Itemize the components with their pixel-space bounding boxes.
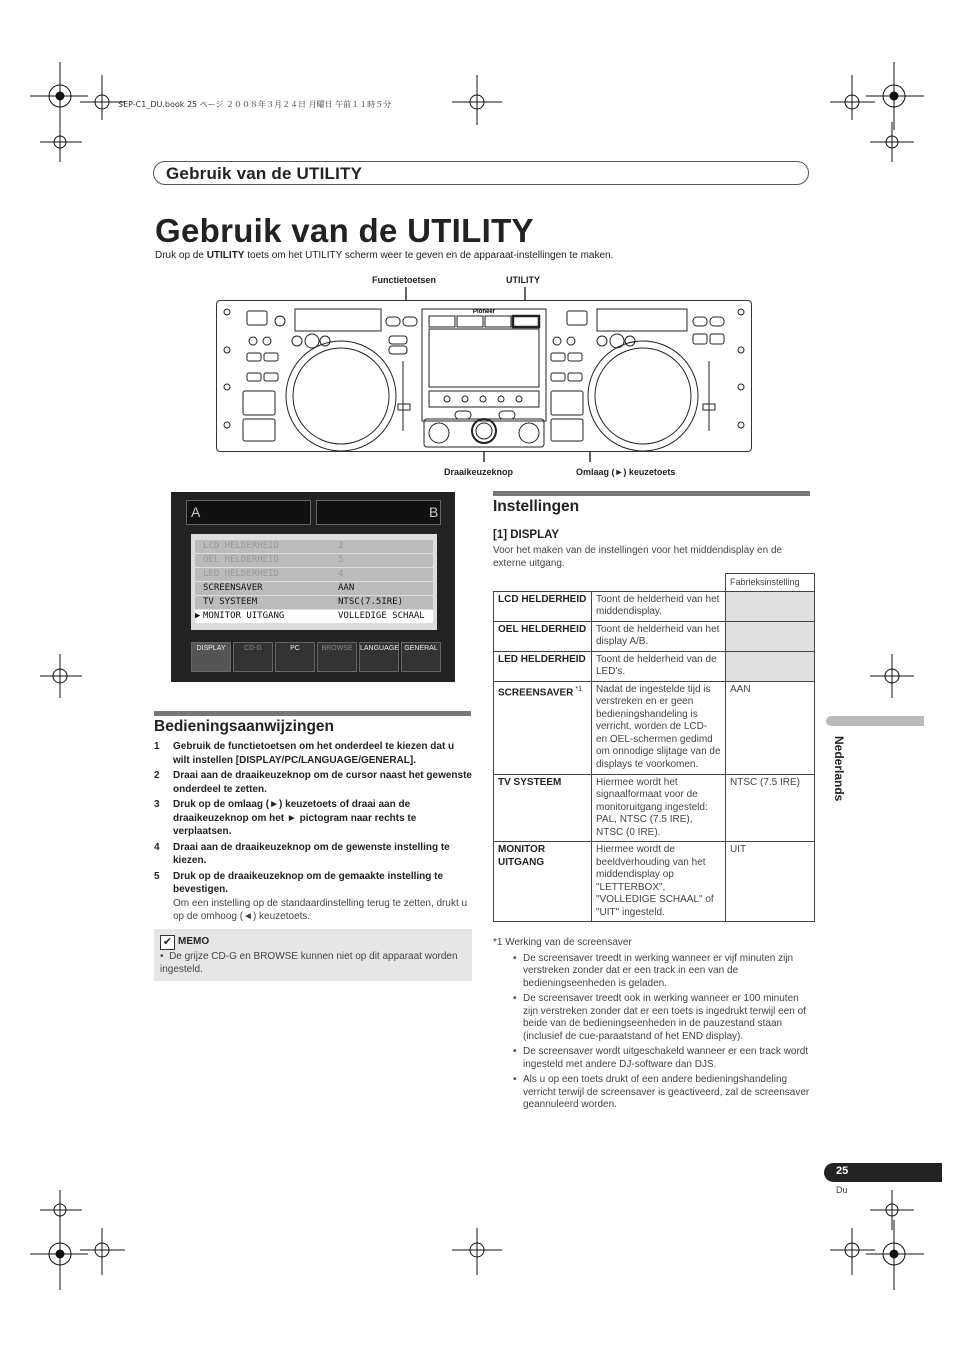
page-language: Du: [836, 1185, 848, 1195]
device-illustration: [216, 300, 752, 452]
setting-description: Hiermee wordt het signaalformaat voor de monitoruitgang ingesteld: PAL, NTSC (7.5 IRE), NTSC (0 IRE).: [592, 774, 726, 842]
screen-tab-label: DISPLAY: [196, 645, 226, 652]
footnote-text: De screensaver treedt in werking wanneer er vijf minuten zijn verstreken zonder dat er een track in een van de bedieningseenheden is geladen.: [523, 952, 794, 989]
screen-tab[interactable]: [401, 642, 441, 672]
page-number-pill: [824, 1163, 942, 1182]
list-item: [493, 993, 811, 1043]
screen-tab-label: GENERAL: [404, 645, 438, 652]
table-row: [494, 774, 815, 842]
setting-name-cell: [494, 681, 592, 774]
list-item: [154, 841, 472, 868]
device-brand: Pioneer: [472, 309, 496, 315]
step-text: Draai aan de draaikeuzeknop om de gewenste instelling te kiezen.: [173, 841, 450, 866]
list-item: [154, 870, 472, 924]
screen-row: [195, 596, 433, 609]
screen-row: [195, 540, 433, 553]
setting-factory: AAN: [726, 681, 815, 774]
screen-row-label: TV SYSTEEM: [203, 597, 258, 607]
step-text: Draai aan de draaikeuzeknop om de cursor naast het gewenste onderdeel te zetten.: [173, 770, 472, 795]
screen-menu: [191, 534, 437, 630]
footnote-text: Als u op een toets drukt of een andere bedieningshandeling verricht terwijl de screensaver is geactiveerd, zal de screensaver geannuleerd worden.: [523, 1074, 810, 1110]
table-row: [494, 621, 815, 651]
settings-table: [493, 573, 815, 922]
callout-draaikeuzeknop: Draaikeuzeknop: [444, 467, 514, 477]
screen-tabs: [191, 642, 441, 674]
table-row: [494, 842, 815, 922]
screen-row-value: 4: [338, 569, 344, 579]
deck-b-label: B: [429, 504, 439, 520]
screen-tab-label: CD-G: [244, 645, 262, 652]
section-rule-right: [493, 491, 810, 496]
callout-functietoetsen: Functietoetsen: [372, 275, 437, 285]
page-number: 25: [836, 1165, 849, 1177]
screen-tab-label: BROWSE: [321, 645, 353, 652]
footnote-title: *1 Werking van de screensaver: [493, 937, 632, 948]
memo-item: • De grijze CD-G en BROWSE kunnen niet op dit apparaat worden ingesteld.: [160, 951, 458, 975]
table-row: [494, 681, 815, 774]
screen-row-label: LED HELDERHEID: [203, 569, 279, 579]
screen-tab[interactable]: [233, 642, 273, 672]
subheading-display: [1] DISPLAY: [493, 529, 560, 541]
step-text: Gebruik de functietoetsen om het onderdeel te kiezen dat u wilt instellen [DISPLAY/PC/LANGUAGE/GENERAL].: [173, 741, 455, 766]
screen-row-value: NTSC(7.5IRE): [338, 597, 404, 607]
side-tab-label: Nederlands: [832, 736, 846, 802]
memo-box: [154, 929, 472, 981]
callout-omlaag: Omlaag (►) keuzetoets: [576, 467, 676, 477]
bullet-icon: •: [513, 1074, 517, 1085]
cursor-icon: [195, 554, 203, 567]
memo-title: MEMO: [178, 936, 210, 947]
screen-tab[interactable]: [191, 642, 231, 672]
step-number: 4: [154, 841, 160, 853]
list-item: [154, 740, 472, 767]
display-intro: Voor het maken van de instellingen voor het middendisplay en de externe uitgang.: [493, 545, 783, 569]
screen-row: [195, 568, 433, 581]
setting-name-cell: [494, 651, 592, 681]
side-tab: [826, 716, 924, 726]
page-title: Gebruik van de UTILITY: [155, 212, 534, 249]
setting-name: MONITOR UITGANG: [498, 844, 546, 868]
cursor-icon: [195, 582, 203, 595]
screen-row-value: VOLLEDIGE SCHAAL: [338, 611, 425, 621]
list-item: [493, 1046, 811, 1071]
table-row: [494, 651, 815, 681]
list-item: [493, 1074, 811, 1112]
bullet-icon: •: [513, 1046, 517, 1057]
screen-tab-label: PC: [290, 645, 300, 652]
setting-name: TV SYSTEEM: [498, 776, 562, 788]
setting-description: Nadat de ingestelde tijd is verstreken en er geen bedieningshandeling is verricht, worden de LCD- en OEL-schermen gedimd om onnodige slijtage van de displays te voorkomen.: [592, 681, 726, 774]
step-text: Druk op de omlaag (►) keuzetoets of draai aan de draaikeuzeknop om het ► pictogram naar rechts te verplaatsen.: [173, 799, 417, 837]
cursor-icon: [195, 568, 203, 581]
footnote-ref: *1: [575, 685, 583, 693]
cursor-icon: [195, 540, 203, 553]
screen-row-label: OEL HELDERHEID: [203, 555, 279, 565]
section-rule-left: [154, 711, 471, 716]
cursor-icon: ▶: [195, 611, 201, 621]
callout-utility: UTILITY: [506, 275, 540, 285]
utility-screen: [171, 492, 455, 682]
screen-tab[interactable]: [275, 642, 315, 672]
print-header: SEP-C1_DU.book 25 ページ ２００８年３月２４日 月曜日 午前１１時５分: [118, 100, 392, 109]
footnote-text: De screensaver wordt uitgeschakeld wanneer er een track wordt ingesteld met andere DJ-software dan DJS.: [523, 1046, 809, 1070]
step-number: 3: [154, 799, 160, 810]
footnote-text: De screensaver treedt ook in werking wanneer er 100 minuten zijn verstreken zonder dat er een toets is ingedrukt terwijl een of beide van de bedieningseenheden in de pauzestand staan (inclusief de cue-paraatstand of het END display).: [523, 993, 806, 1042]
memo-item-text: De grijze CD-G en BROWSE kunnen niet op dit apparaat worden ingesteld.: [160, 951, 458, 975]
heading-bedieningsaanwijzingen: Bedieningsaanwijzingen: [154, 718, 334, 735]
setting-name: OEL HELDERHEID: [498, 623, 587, 635]
setting-factory: [726, 621, 815, 651]
setting-name-cell: [494, 842, 592, 922]
intro-post: toets om het UTILITY scherm weer te geven en de apparaat-instellingen te maken.: [244, 250, 614, 261]
step-number: 1: [154, 741, 160, 752]
screen-row-value: 5: [338, 555, 344, 565]
setting-factory: [726, 651, 815, 681]
screen-row-value: 2: [338, 541, 344, 551]
list-item: [493, 953, 811, 991]
setting-name: LED HELDERHEID: [498, 653, 586, 665]
setting-name: LCD HELDERHEID: [498, 593, 587, 605]
setting-name: SCREENSAVER: [498, 686, 574, 698]
step-note: Om een instelling op de standaardinstelling terug te zetten, drukt u op de omhoog (◄) keuzetoets.: [173, 897, 468, 922]
footnote: [493, 937, 811, 1115]
check-icon: ✔: [160, 935, 175, 950]
setting-name-cell: [494, 621, 592, 651]
device-drawing: [217, 301, 751, 451]
screen-tab-label: LANGUAGE: [360, 645, 399, 652]
setting-description: Toont de helderheid van het middendisplay.: [592, 591, 726, 621]
setting-description: Toont de helderheid van het display A/B.: [592, 621, 726, 651]
step-number: 5: [154, 870, 160, 882]
screen-tab[interactable]: [317, 642, 357, 672]
setting-name-cell: [494, 591, 592, 621]
setting-factory: [726, 591, 815, 621]
screen-row-label: LCD HELDERHEID: [203, 541, 279, 551]
screen-row: [195, 610, 433, 623]
steps-list: [154, 740, 472, 926]
cursor-icon: [195, 596, 203, 609]
screen-row: [195, 582, 433, 595]
setting-factory: UIT: [726, 842, 815, 922]
bullet-icon: •: [513, 952, 517, 964]
list-item: [154, 769, 472, 796]
setting-factory: NTSC (7.5 IRE): [726, 774, 815, 842]
list-item: [154, 798, 472, 839]
deck-a-label: A: [191, 504, 201, 520]
heading-instellingen: Instellingen: [493, 498, 580, 515]
section-tab-label: Gebruik van de UTILITY: [166, 164, 363, 183]
screen-row-label: SCREENSAVER: [203, 583, 263, 593]
intro-pre: Druk op de: [155, 250, 207, 261]
screen-row-label: MONITOR UITGANG: [203, 611, 285, 621]
setting-name-cell: [494, 774, 592, 842]
screen-row-value: AAN: [338, 583, 355, 593]
step-text: Druk op de draaikeuzeknop om de gemaakte instelling te bevestigen.: [173, 870, 444, 895]
factory-header: Fabrieksinstelling: [726, 574, 815, 592]
step-number: 2: [154, 770, 160, 781]
setting-description: Toont de helderheid van de LED's.: [592, 651, 726, 681]
screen-row: [195, 554, 433, 567]
setting-description: Hiermee wordt de beeldverhouding van het middendisplay op "LETTERBOX", "VOLLEDIGE SCHAAL" of "UIT" ingesteld.: [592, 842, 726, 922]
table-row: [494, 591, 815, 621]
intro-bold: UTILITY: [206, 250, 245, 261]
screen-tab[interactable]: [359, 642, 399, 672]
bullet-icon: •: [513, 993, 517, 1004]
table-header-row: [494, 574, 815, 592]
